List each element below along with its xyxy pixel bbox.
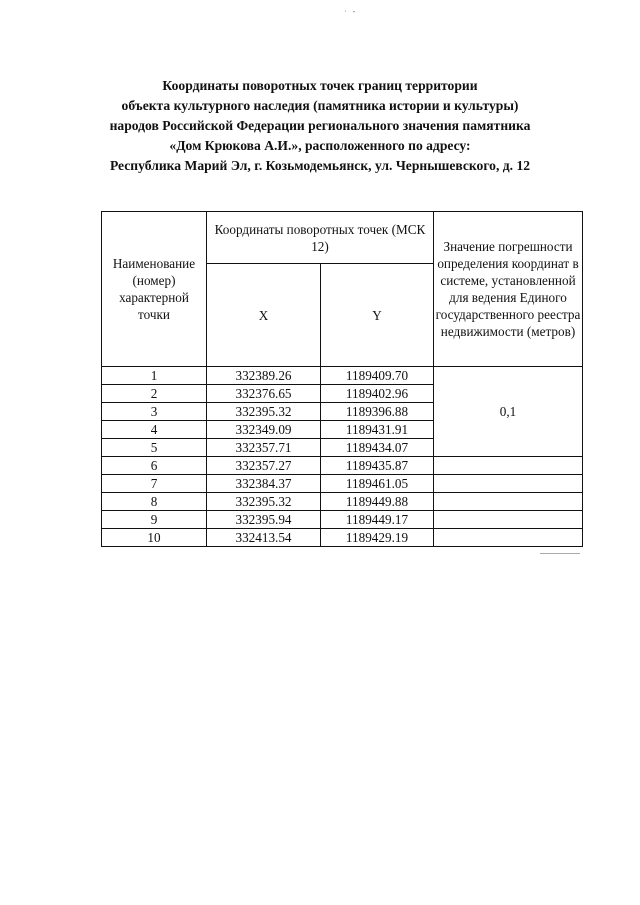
point-number: 3 xyxy=(102,403,207,421)
error-empty-cell xyxy=(434,457,583,475)
x-value: 332376.65 xyxy=(207,385,321,403)
error-value: 0,1 xyxy=(434,367,583,457)
error-empty-cell xyxy=(434,511,583,529)
point-number: 7 xyxy=(102,475,207,493)
error-empty-cell xyxy=(434,493,583,511)
document-title xyxy=(20,76,620,176)
scan-mark: · - xyxy=(344,7,358,16)
y-value: 1189461.05 xyxy=(321,475,434,493)
scan-edge-mark xyxy=(540,553,580,556)
y-value: 1189396.88 xyxy=(321,403,434,421)
title-line: Республика Марий Эл, г. Козьмодемьянск, ул. Чернышевского, д. 12 xyxy=(109,158,531,173)
table-row xyxy=(102,529,583,547)
title-line: народов Российской Федерации регионального значения памятника xyxy=(109,118,531,133)
title-line: объекта культурного наследия (памятника истории и культуры) xyxy=(121,98,519,113)
x-value: 332395.32 xyxy=(207,493,321,511)
y-value: 1189402.96 xyxy=(321,385,434,403)
x-value: 332357.27 xyxy=(207,457,321,475)
point-number: 5 xyxy=(102,439,207,457)
table-row xyxy=(102,511,583,529)
x-value: 332357.71 xyxy=(207,439,321,457)
y-value: 1189434.07 xyxy=(321,439,434,457)
header-point-name: Наименование (номер) характерной точки xyxy=(102,212,207,367)
x-value: 332395.94 xyxy=(207,511,321,529)
x-value: 332389.26 xyxy=(207,367,321,385)
point-number: 4 xyxy=(102,421,207,439)
point-number: 9 xyxy=(102,511,207,529)
header-x: X xyxy=(207,264,321,367)
x-value: 332395.32 xyxy=(207,403,321,421)
title-line: Координаты поворотных точек границ территории xyxy=(162,78,478,93)
y-value: 1189431.91 xyxy=(321,421,434,439)
header-error: Значение погрешности определения координат в системе, установленной для ведения Единого государственного реестра недвижимости (метров) xyxy=(434,212,583,367)
error-empty-cell xyxy=(434,475,583,493)
y-value: 1189429.19 xyxy=(321,529,434,547)
x-value: 332349.09 xyxy=(207,421,321,439)
point-number: 6 xyxy=(102,457,207,475)
table-row xyxy=(102,493,583,511)
header-coordinates: Координаты поворотных точек (МСК 12) xyxy=(207,212,434,264)
title-line: «Дом Крюкова А.И.», расположенного по адресу: xyxy=(169,138,471,153)
point-number: 1 xyxy=(102,367,207,385)
table-row xyxy=(102,475,583,493)
y-value: 1189449.88 xyxy=(321,493,434,511)
error-empty-cell xyxy=(434,529,583,547)
y-value: 1189449.17 xyxy=(321,511,434,529)
point-number: 2 xyxy=(102,385,207,403)
y-value: 1189435.87 xyxy=(321,457,434,475)
coordinates-table xyxy=(101,211,583,547)
x-value: 332384.37 xyxy=(207,475,321,493)
y-value: 1189409.70 xyxy=(321,367,434,385)
point-number: 8 xyxy=(102,493,207,511)
table-row xyxy=(102,367,583,385)
header-y: Y xyxy=(321,264,434,367)
point-number: 10 xyxy=(102,529,207,547)
x-value: 332413.54 xyxy=(207,529,321,547)
table-row xyxy=(102,457,583,475)
